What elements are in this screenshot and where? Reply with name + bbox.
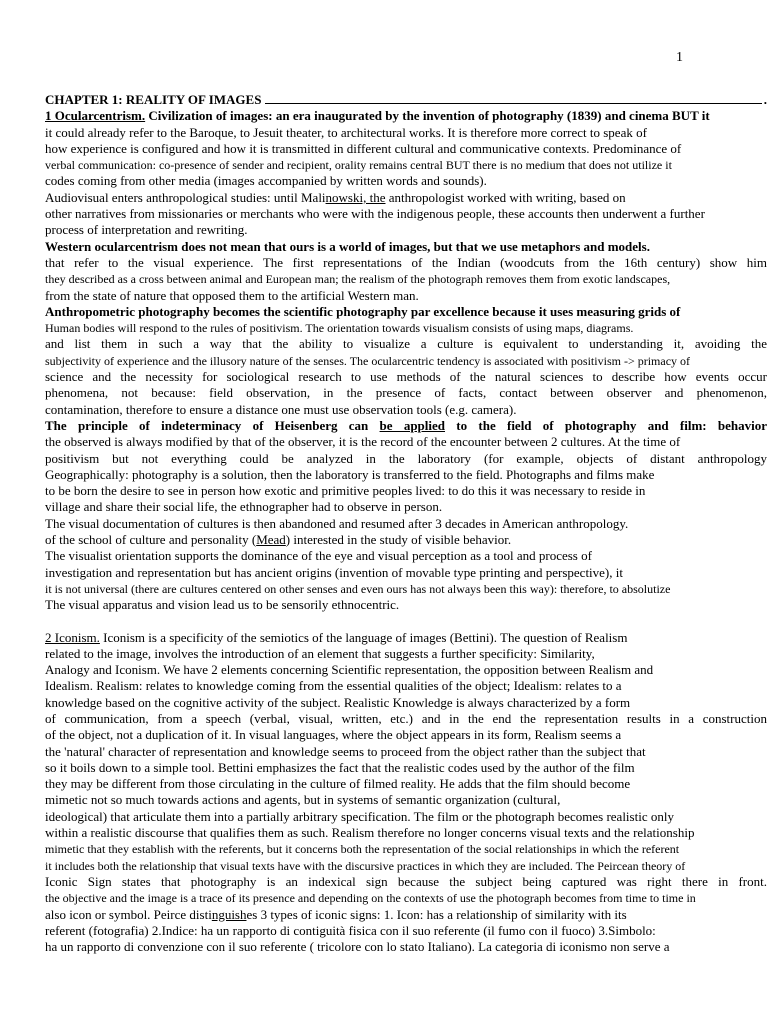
text-line — [45, 548, 767, 564]
text-line — [45, 402, 767, 418]
text-span: ) interested in the study of visible behavior. — [285, 532, 512, 548]
text-line — [45, 467, 767, 483]
text-line — [45, 727, 767, 743]
text-line — [45, 451, 767, 467]
text-span: anthropologist worked with writing, based on — [385, 189, 626, 205]
text-line — [45, 108, 767, 124]
text-line — [45, 597, 767, 613]
text-span: Audiovisual enters anthropological studies: until Mali — [45, 189, 326, 205]
text-line — [45, 874, 767, 890]
text-span: science and the necessity for sociological research to use methods of the natural sciences to describe how events occur — [45, 369, 767, 385]
text-span: of the object, not a duplication of it. In visual languages, where the object appears in its form, Realism seems a — [45, 727, 622, 743]
text-span: related to the image, involves the introduction of an element that suggests a further specificity: Similarity, — [45, 645, 595, 661]
text-line — [45, 760, 767, 776]
text-span: they described as a cross between animal and European man; the realism of the photograph removes them from exotic landscapes, — [45, 272, 671, 287]
text-span: The principle of indeterminacy of Heisenberg can — [45, 417, 380, 433]
text-line — [45, 565, 767, 581]
document-body — [45, 92, 767, 955]
text-line — [45, 858, 767, 874]
text-line — [45, 923, 767, 939]
text-span: mimetic that they establish with the referents, but it concerns both the representation of the social relationships in which the referent — [45, 842, 680, 857]
text-line — [45, 418, 767, 434]
text-span: investigation and representation but has ancient origins (invention of movable type printing and perspective), it — [45, 564, 623, 580]
text-line — [45, 776, 767, 792]
text-span: subjectivity of experience and the illusory nature of the senses. The ocularcentric tendency is associated with positivism -> primacy of — [45, 353, 691, 368]
text-line — [45, 662, 767, 678]
text-span: es 3 types of iconic signs: 1. Icon: has a relationship of similarity with its — [246, 906, 627, 922]
heading-rule — [265, 103, 761, 104]
chapter-title: CHAPTER 1: REALITY OF IMAGES — [45, 92, 262, 107]
text-span: also icon or symbol. Peirce disti — [45, 906, 212, 922]
text-span: 2 Iconism. — [45, 629, 100, 645]
text-span: 1 Ocularcentrism. — [45, 108, 146, 124]
text-span: ideological) that articulate them into a partially arbitrary specification. The film or the photograph becomes realistic only — [45, 808, 674, 824]
text-line — [45, 499, 767, 515]
text-line — [45, 125, 767, 141]
text-line — [45, 190, 767, 206]
text-span: Mead — [256, 532, 286, 548]
text-line — [45, 141, 767, 157]
text-span: the observed is always modified by that of the observer, it is the record of the encounter between 2 cultures. At the time of — [45, 434, 681, 450]
text-line — [45, 369, 767, 385]
text-span: verbal communication: co-presence of sender and recipient, orality remains central BUT there is no medium that does not utilize it — [45, 158, 672, 173]
text-span: the objective and the image is a trace of its presence and depending on the contexts of use the photograph becomes from time to time in — [45, 891, 696, 906]
text-span: to the field of photography and film: behavior — [445, 417, 767, 433]
text-line — [45, 825, 767, 841]
text-line — [45, 173, 767, 189]
text-line — [45, 939, 767, 955]
text-span: contamination, therefore to ensure a distance one must use observation tools (e.g. camera). — [45, 401, 517, 417]
chapter-heading — [45, 92, 767, 108]
text-span: so it boils down to a simple tool. Bettini emphasizes the fact that the realistic codes used by the author of the film — [45, 759, 635, 775]
text-span: village and share their social life, the ethnographer had to observe in person. — [45, 499, 443, 515]
text-span: Civilization of images: an era inaugurated by the invention of photography (1839) and cinema BUT it — [145, 108, 710, 124]
text-span: The visual apparatus and vision lead us to be sensorily ethnocentric. — [45, 597, 400, 613]
text-span: knowledge based on the cognitive activity of the subject. Realistic Knowledge is always characterized by a form — [45, 694, 631, 710]
chapter-title-end: . — [763, 92, 767, 107]
text-line — [45, 434, 767, 450]
text-span: they may be different from those circulating in the culture of filmed reality. He adds that the film should become — [45, 776, 631, 792]
text-line — [45, 353, 767, 369]
text-span: nowski, the — [325, 189, 386, 205]
text-line — [45, 581, 767, 597]
text-span: Iconic Sign states that photography is an indexical sign because the subject being captured was right there in front. — [45, 873, 767, 889]
text-span: The visual documentation of cultures is then abandoned and resumed after 3 decades in American anthropology. — [45, 515, 629, 531]
text-line — [45, 678, 767, 694]
text-span: ha un rapporto di convenzione con il suo referente ( tricolore con lo stato Italiano). La categoria di iconismo non serve a — [45, 939, 670, 955]
text-span: Geographically: photography is a solution, then the laboratory is transferred to the field. Photographs and films make — [45, 466, 655, 482]
text-span: codes coming from other media (images accompanied by written words and sounds). — [45, 173, 487, 189]
text-span: Idealism. Realism: relates to knowledge coming from the essential qualities of the object; Idealism: relates to a — [45, 678, 622, 694]
page-number: 1 — [676, 50, 683, 65]
text-line — [45, 157, 767, 173]
text-span: within a realistic discourse that qualifies them as such. Realism therefore no longer concerns visual texts and the relationship — [45, 825, 695, 841]
text-span: be applied — [379, 417, 446, 433]
text-line — [45, 841, 767, 857]
text-line — [45, 695, 767, 711]
text-line — [45, 288, 767, 304]
text-span: of communication, from a speech (verbal, visual, written, etc.) and in the end the representation results in a construction — [45, 710, 767, 726]
text-line — [45, 792, 767, 808]
text-span: Human bodies will respond to the rules of positivism. The orientation towards visualism consists of using maps, diagrams. — [45, 321, 634, 336]
text-line — [45, 239, 767, 255]
paragraph-gap — [45, 614, 767, 630]
text-line — [45, 711, 767, 727]
text-line — [45, 320, 767, 336]
text-line — [45, 255, 767, 271]
text-line — [45, 222, 767, 238]
text-line — [45, 483, 767, 499]
text-span: Analogy and Iconism. We have 2 elements concerning Scientific representation, the opposition between Realism and — [45, 662, 654, 678]
text-line — [45, 532, 767, 548]
text-span: how experience is configured and how it is transmitted in different cultural and communicative contexts. Predominance of — [45, 140, 682, 156]
text-span: from the state of nature that opposed them to the artificial Western man. — [45, 287, 419, 303]
text-span: of the school of culture and personality ( — [45, 532, 257, 548]
text-span: Anthropometric photography becomes the scientific photography par excellence because it uses measuring grids of — [45, 303, 681, 319]
text-line — [45, 907, 767, 923]
text-span: to be born the desire to see in person how exotic and primitive peoples lived: to do this it was necessary to reside in — [45, 483, 646, 499]
text-span: it includes both the relationship that visual texts have with the discursive practices in which they are included. The Peircean theory of — [45, 858, 686, 873]
text-line — [45, 336, 767, 352]
text-line — [45, 304, 767, 320]
text-line — [45, 630, 767, 646]
text-span: other narratives from missionaries or merchants who were with the indigenous people, these accounts then underwent a further — [45, 206, 705, 222]
text-span: process of interpretation and rewriting. — [45, 222, 248, 238]
text-span: phenomena, not because: field observation, in the presence of facts, contact between observer and phenomenon, — [45, 385, 767, 401]
text-span: positivism but not everything could be analyzed in the laboratory (for example, objects of distant anthropology — [45, 450, 767, 466]
text-line — [45, 890, 767, 906]
text-span: The visualist orientation supports the dominance of the eye and visual perception as a tool and process of — [45, 548, 592, 564]
text-span: the 'natural' character of representation and knowledge seems to proceed from the object rather than the subject that — [45, 743, 646, 759]
text-span: it could already refer to the Baroque, to Jesuit theater, to architectural works. It is therefore more correct to speak of — [45, 124, 647, 140]
text-line — [45, 646, 767, 662]
text-span: referent (fotografia) 2.Indice: ha un rapporto di contiguità fisica con il suo referente (il fumo con il fuoco) 3.Simbolo: — [45, 922, 656, 938]
text-span: and list them in such a way that the ability to visualize a culture is equivalent to understanding it, avoiding the — [45, 336, 767, 352]
text-line — [45, 744, 767, 760]
text-span: mimetic not so much towards actions and agents, but in systems of semantic organization (cultural, — [45, 792, 561, 808]
text-line — [45, 206, 767, 222]
text-span: Iconism is a specificity of the semiotics of the language of images (Bettini). The question of Realism — [99, 629, 628, 645]
text-span: nguish — [211, 906, 247, 922]
text-span: it is not universal (there are cultures centered on other senses and even ours has not always been this way): therefore, to absolutize — [45, 581, 671, 596]
text-span: Western ocularcentrism does not mean that ours is a world of images, but that we use metaphors and models. — [45, 238, 650, 254]
text-line — [45, 385, 767, 401]
text-line — [45, 809, 767, 825]
text-line — [45, 516, 767, 532]
text-span: that refer to the visual experience. The first representations of the Indian (woodcuts from the 16th century) show him — [45, 254, 767, 270]
text-line — [45, 271, 767, 287]
